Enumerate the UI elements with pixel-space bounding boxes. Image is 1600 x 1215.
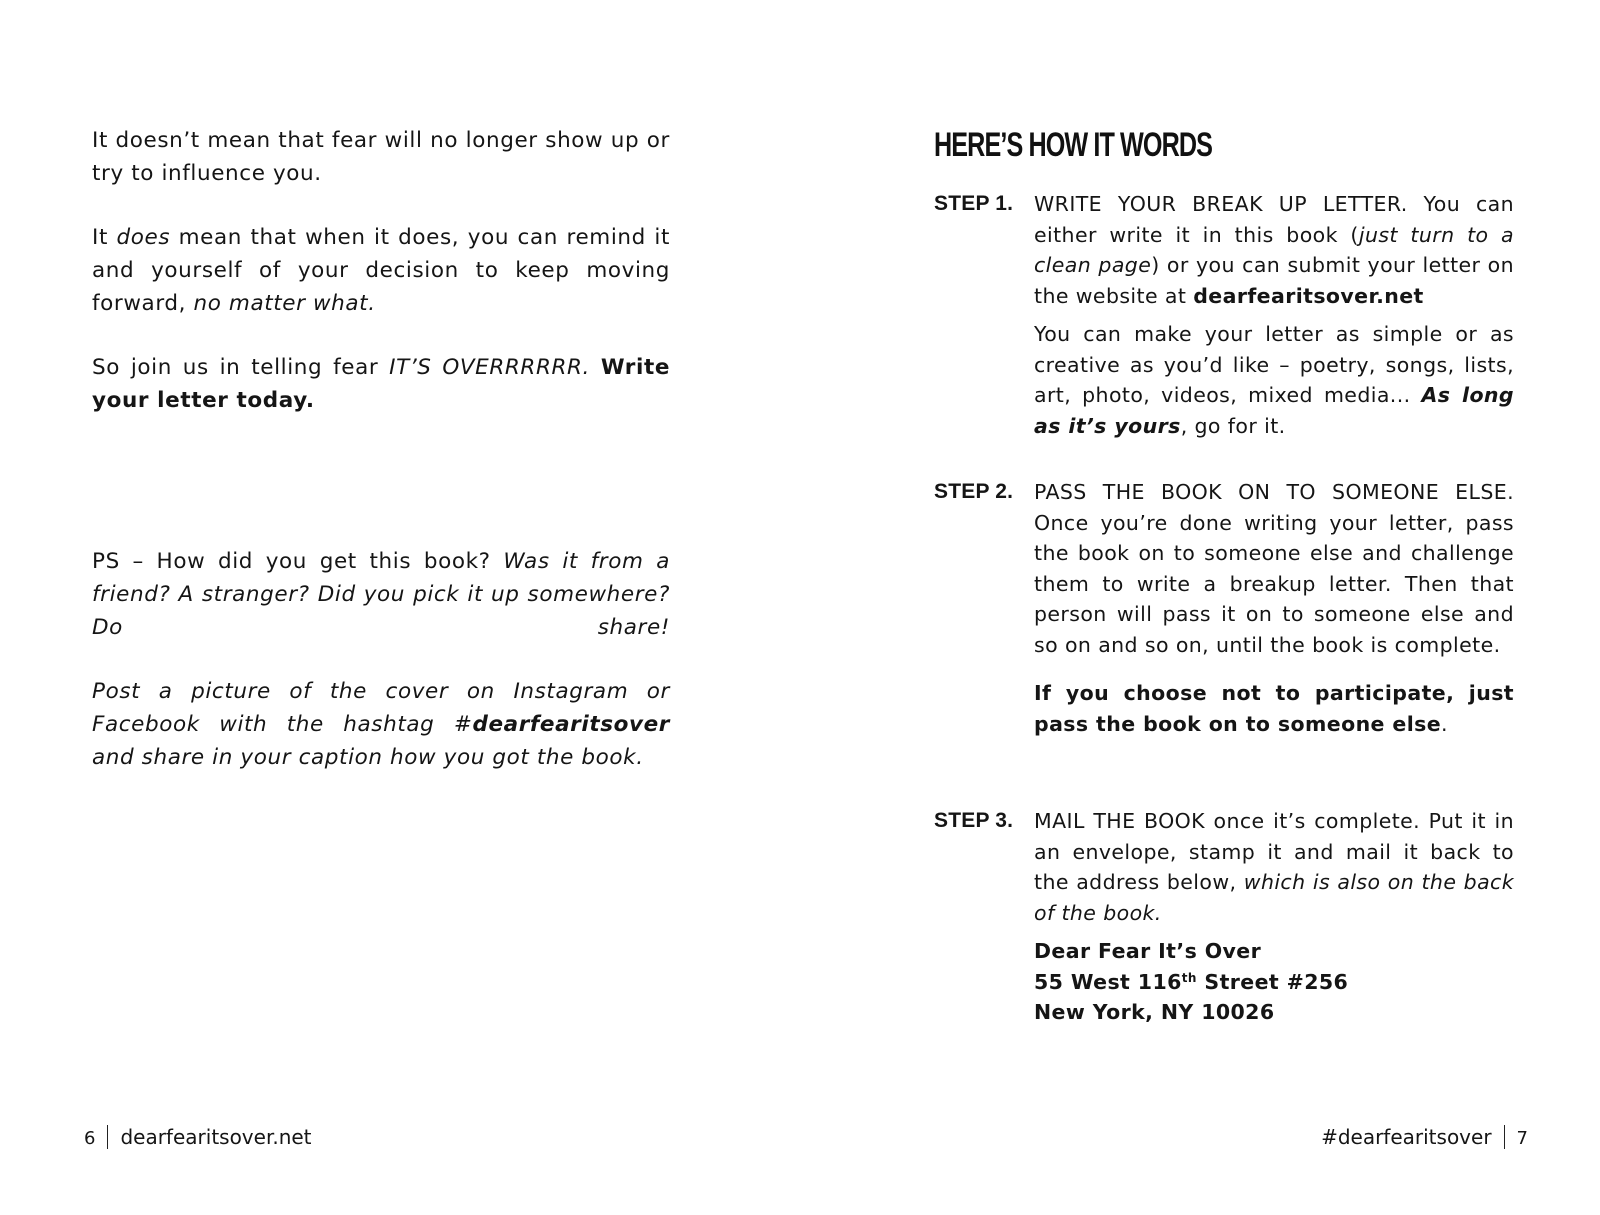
paragraph-ps: [92, 545, 670, 644]
paragraph-post-picture: [92, 675, 670, 774]
page-number: 7: [1516, 1128, 1528, 1149]
step-2-body: [1034, 477, 1514, 739]
ps-italic-text: Was it from a friend? A stranger? Did you pick it up somewhere? Do share!: [92, 549, 670, 640]
step-3-body: [1034, 806, 1514, 1028]
footer-site: dearfearitsover.net: [120, 1125, 312, 1149]
ps-question-text: PS – How did you get this book?: [92, 549, 504, 574]
footer-divider: [107, 1125, 108, 1149]
post-text-1: Post a picture of the cover on Instagram or Facebook with the hashtag #: [92, 679, 670, 737]
address-line-2: 55 West 116th Street #256: [1034, 969, 1349, 994]
footer-hashtag: #dearfearitsover: [1321, 1125, 1492, 1149]
mailing-address: [1034, 936, 1514, 1028]
step-1-body: [1034, 189, 1514, 441]
step-1-paragraph-2: You can make your letter as simple or as creative as you’d like – poetry, songs, lists, art, photo, videos, mixed media... As long as it’s yours, go for it.: [1034, 322, 1515, 438]
join-us-text: So join us in telling fear: [92, 355, 390, 380]
address-line-1: Dear Fear It’s Over: [1034, 939, 1262, 963]
paragraph-fear-shows-up: [92, 124, 670, 190]
step-2-label: STEP 2.: [934, 480, 1014, 503]
remind-text-no-matter-what: no matter what.: [193, 291, 376, 316]
hashtag-text: dearfearitsover: [472, 712, 670, 737]
left-page-footer: [84, 1124, 312, 1152]
remind-text-emphasis: does: [116, 225, 171, 250]
step-3-label: STEP 3.: [934, 809, 1014, 832]
its-over-text: IT’S OVERRRRRR.: [389, 355, 590, 380]
step-3-paragraph-1: MAIL THE BOOK once it’s complete. Put it in an envelope, stamp it and mail it back to the address below, which is also on the back of the book.: [1034, 809, 1514, 925]
step-1-paragraph-1: WRITE YOUR BREAK UP LETTER. You can either write it in this book (just turn to a clean page) or you can submit your letter on the website at dearfearitsover.net: [1034, 192, 1515, 308]
remind-text-1: It: [92, 225, 117, 250]
website-text: dearfearitsover.net: [1193, 283, 1424, 308]
step-2-paragraph-1: PASS THE BOOK ON TO SOMEONE ELSE. Once you’re done writing your letter, pass the book on to someone else and challenge them to write a breakup letter. Then that person will pass it on to someone else and so on and so on, until the book is complete.: [1034, 480, 1514, 657]
paragraph-remind-yourself: [92, 221, 670, 320]
write-your-letter-text: Write your letter today.: [92, 355, 670, 413]
paragraph-fear-shows-up-text: It doesn’t mean that fear will no longer show up or try to influence you.: [92, 128, 670, 186]
footer-divider: [1504, 1125, 1505, 1149]
address-line-3: New York, NY 10026: [1034, 1000, 1275, 1024]
page-heading: HERE’S HOW IT WORDS: [934, 126, 1213, 164]
remind-text-2: mean that when it does, you can remind it and yourself of your decision to keep moving forward,: [92, 225, 670, 316]
page-number: 6: [84, 1128, 96, 1149]
step-1-label: STEP 1.: [934, 192, 1014, 215]
left-page-body: [92, 124, 670, 774]
post-text-2: and share in your caption how you got the book.: [92, 745, 644, 770]
step-2-paragraph-2: If you choose not to participate, just pass the book on to someone else.: [1034, 681, 1514, 736]
paragraph-join-us: [92, 351, 670, 417]
right-page-footer: [1321, 1124, 1528, 1152]
